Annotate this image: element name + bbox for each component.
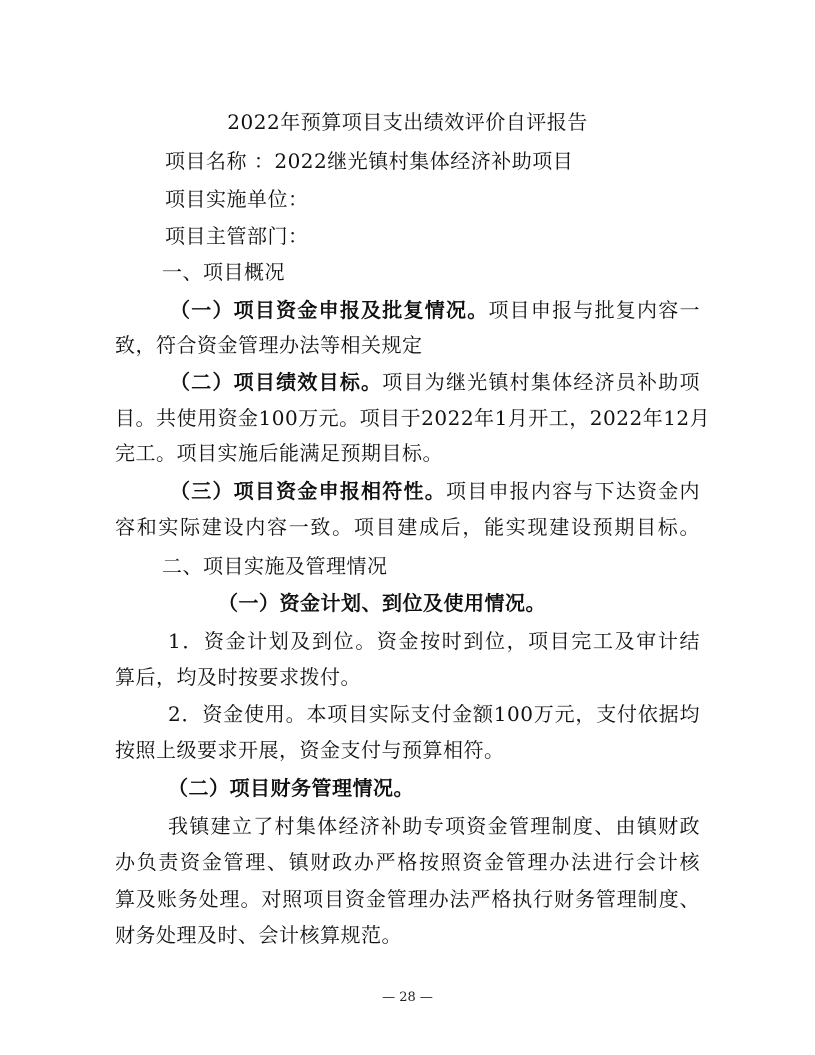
page-number: — 28 — (382, 990, 433, 1005)
finance-line4: 财务处理及时、会计核算规范。 (115, 923, 402, 947)
para1-line1 (170, 296, 700, 324)
para3-line2: 容和实际建设内容一致。项目建成后，能实现建设预期目标。 (115, 515, 700, 539)
item2-line2: 按照上级要求开展，资金支付与预算相符。 (115, 738, 505, 762)
item1-line1: 1．资金计划及到位。资金按时到位，项目完工及审计结 (168, 629, 700, 653)
finance-line2: 办负责资金管理、镇财政办严格按照资金管理办法进行会计核 (115, 850, 700, 874)
para1-rest: 项目申报与批复内容一 (488, 298, 700, 322)
para3-line1 (170, 477, 700, 505)
para2-line1 (170, 368, 700, 396)
subheading-funds: （一）资金计划、到位及使用情况。 (218, 591, 546, 615)
section1-heading: 一、项目概况 (162, 260, 285, 284)
managing-department: 项目主管部门： (165, 224, 309, 248)
para1-line2: 致，符合资金管理办法等相关规定 (115, 333, 423, 357)
item1-line2: 算后，均及时按要求拨付。 (115, 665, 361, 689)
project-name: 项目名称 ：2022继光镇村集体经济补助项目 (165, 149, 574, 173)
section2-heading: 二、项目实施及管理情况 (162, 554, 388, 578)
para2-line2: 目。共使用资金100万元。项目于2022年1月开工，2022年12月 (115, 406, 711, 430)
item2-line1: 2．资金使用。本项目实际支付金额100万元，支付依据均 (168, 702, 700, 726)
para2-rest: 项目为继光镇村集体经济员补助项 (382, 370, 701, 394)
finance-line1: 我镇建立了村集体经济补助专项资金管理制度、由镇财政 (168, 814, 700, 838)
para2-line3: 完工。项目实施后能满足预期目标。 (115, 441, 443, 465)
para3-rest: 项目申报内容与下达资金内 (445, 479, 701, 503)
subheading-finance: （二）项目财务管理情况。 (168, 776, 414, 800)
para1-bold: （一）项目资金申报及批复情况。 (170, 298, 489, 322)
report-title: 2022年预算项目支出绩效评价自评报告 (227, 110, 588, 134)
implementing-unit: 项目实施单位： (165, 187, 309, 211)
finance-line3: 算及账务处理。对照项目资金管理办法严格执行财务管理制度、 (115, 887, 700, 911)
para2-bold: （二）项目绩效目标。 (170, 370, 383, 394)
para3-bold: （三）项目资金申报相符性。 (170, 479, 446, 503)
